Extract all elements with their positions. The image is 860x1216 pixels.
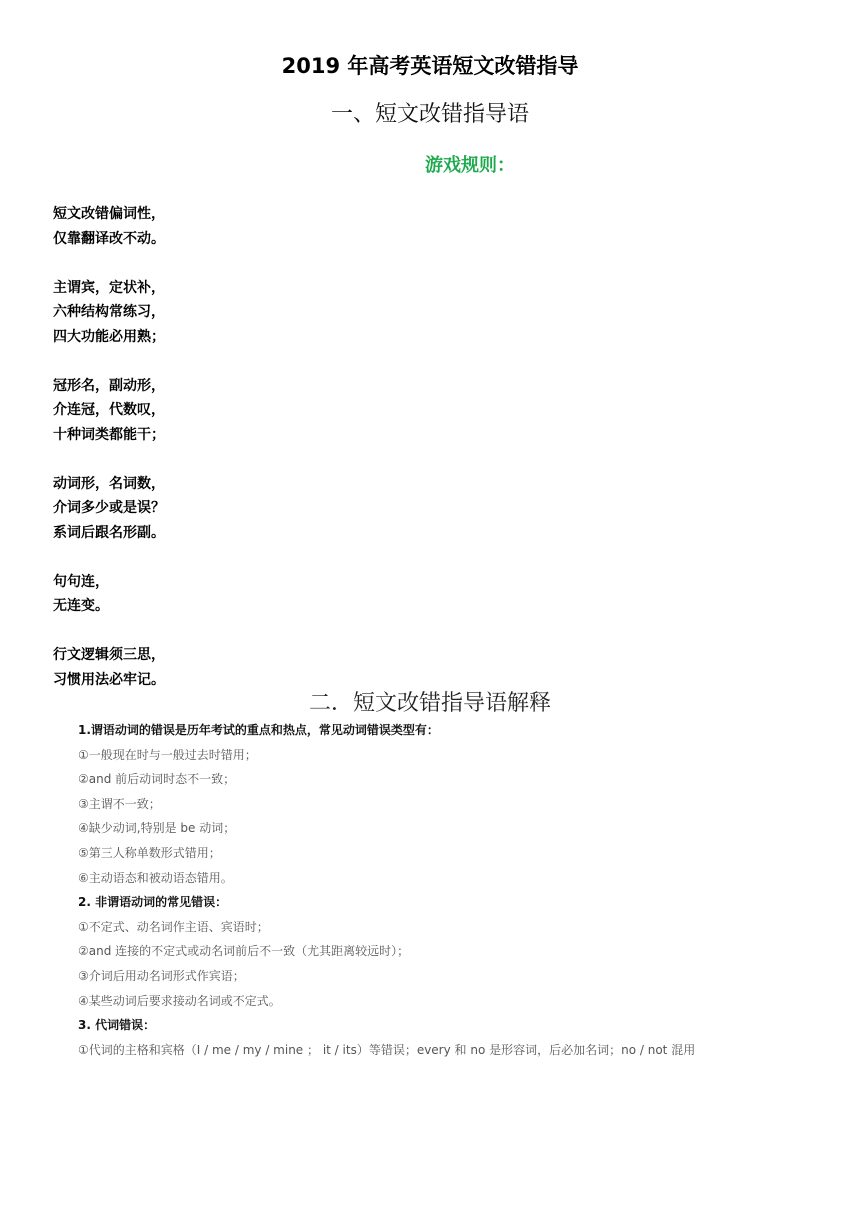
explanation-item: ②and 前后动词时态不一致； [78, 772, 236, 787]
explanation-item: ④某些动词后要求接动名词或不定式。 [78, 993, 281, 1008]
poem-stanza [53, 643, 453, 692]
poem-line: 系词后跟名形副。 [53, 524, 165, 541]
poem-stanza [53, 570, 453, 619]
poem-line: 冠形名，副动形， [53, 377, 165, 394]
poem-line: 六种结构常练习， [53, 304, 165, 320]
poem-line: 动词形，名词数， [53, 475, 165, 492]
rules-heading: 游戏规则： [425, 155, 515, 176]
explanation-item: ①不定式、动名词作主语、宾语时； [78, 919, 269, 934]
poem-line: 十种词类都能干； [53, 426, 165, 443]
rules-poem [53, 202, 453, 717]
poem-line: 主谓宾，定状补， [53, 279, 165, 296]
section-2-heading: 二．短文改错指导语解释 [308, 691, 551, 716]
poem-stanza [53, 276, 453, 350]
explanation-item: ③介词后用动名词形式作宾语； [78, 968, 245, 983]
explanation-heading: 2. 非谓语动词的常见错误： [78, 895, 228, 910]
poem-line: 习惯用法必牢记。 [53, 671, 165, 688]
poem-line: 介连冠，代数叹， [53, 402, 165, 418]
explanation-item: ③主谓不一致； [78, 796, 161, 811]
explanation-item: ②and 连接的不定式或动名词前后不一致（尤其距离较远时）； [78, 944, 410, 959]
explanation-heading: 3. 代词错误： [78, 1018, 156, 1033]
explanation-item: ⑥主动语态和被动语态错用。 [78, 870, 233, 885]
explanation-item: ⑤第三人称单数形式错用； [78, 845, 221, 860]
poem-stanza [53, 202, 453, 251]
poem-line: 行文逻辑须三思， [53, 647, 165, 663]
explanation-heading: 1.谓语动词的错误是历年考试的重点和热点，常见动词错误类型有： [78, 723, 439, 737]
poem-stanza [53, 374, 453, 448]
document-title: 2019 年高考英语短文改错指导 [281, 54, 579, 78]
poem-line: 短文改错偏词性， [53, 206, 165, 222]
poem-line: 句句连， [53, 573, 109, 590]
poem-line: 四大功能必用熟； [53, 328, 165, 345]
explanation-item: ①代词的主格和宾格（I / me / my / mine ； it / its）等错误；every 和 no 是形容词，后必加名词；no / not 混用 [78, 1042, 696, 1057]
explanation-item: ①一般现在时与一般过去时错用； [78, 747, 257, 762]
explanation-item: ④缺少动词,特别是 be 动词； [78, 821, 236, 836]
explanation-list [78, 718, 838, 1062]
section-1-heading: 一、短文改错指导语 [330, 102, 529, 127]
poem-line: 无连变。 [53, 598, 109, 614]
poem-line: 介词多少或是误？ [53, 500, 165, 516]
poem-stanza [53, 472, 453, 546]
poem-line: 仅靠翻译改不动。 [53, 230, 165, 247]
